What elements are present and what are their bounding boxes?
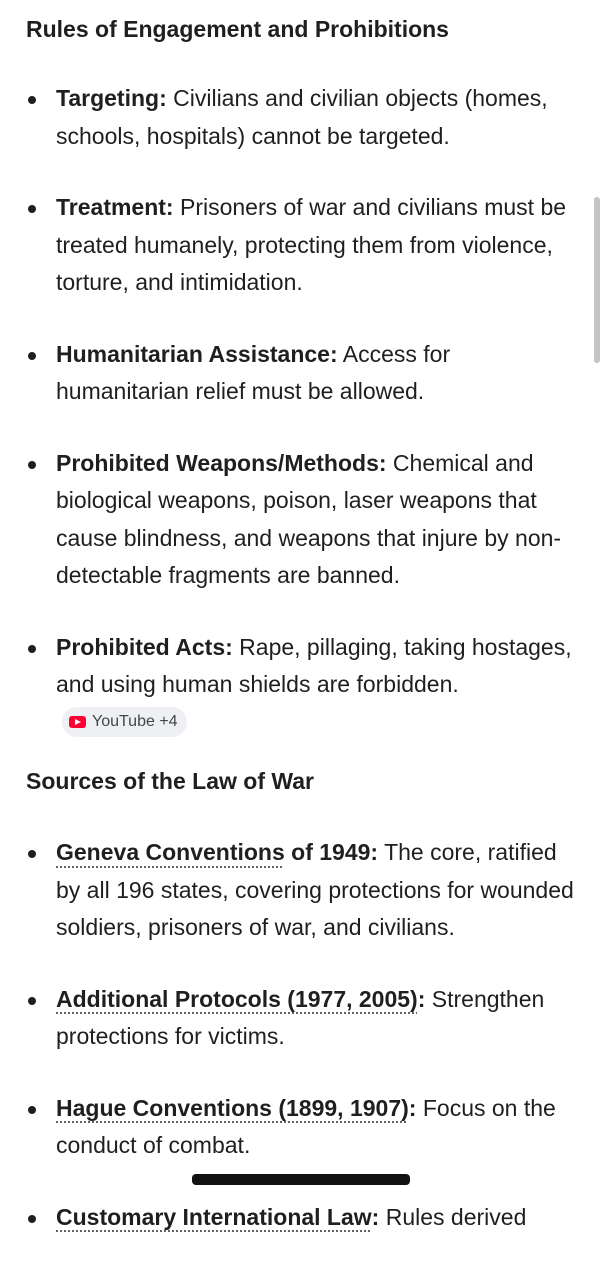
answer-content bbox=[26, 8, 574, 1230]
item-text: Civilians and civilian objects (homes, schools, hospitals) cannot be targeted. bbox=[56, 85, 548, 149]
bullet-dot bbox=[28, 205, 36, 213]
list-item-prohibited-acts bbox=[26, 629, 574, 742]
list-item-prohibited-weapons bbox=[26, 445, 574, 595]
link-customary-international-law[interactable]: Customary International Law bbox=[56, 1203, 372, 1230]
bullet-dot bbox=[28, 850, 36, 858]
item-text: Prisoners of war and civilians must be treated humanely, protecting them from violence, torture, and intimidation. bbox=[56, 194, 567, 295]
list-item-customary-law bbox=[26, 1199, 574, 1237]
source-chip-label: YouTube +4 bbox=[92, 712, 178, 730]
bullet-dot bbox=[28, 997, 36, 1005]
list-item-humanitarian-assistance bbox=[26, 336, 574, 411]
item-text: Rape, pillaging, taking hostages, and using human shields are forbidden. bbox=[56, 633, 572, 697]
item-term: : bbox=[371, 1203, 380, 1230]
item-text: Access for humanitarian relief must be allowed. bbox=[56, 340, 451, 404]
link-hague-conventions[interactable]: Hague Conventions (1899, 1907) bbox=[56, 1094, 409, 1121]
item-text: Chemical and biological weapons, poison, laser weapons that cause blindness, and weapons that injure by non-detectable fragments are banned. bbox=[56, 449, 562, 588]
bullet-dot bbox=[28, 461, 36, 469]
link-additional-protocols[interactable]: Additional Protocols (1977, 2005) bbox=[56, 985, 418, 1012]
sources-section bbox=[26, 764, 574, 1270]
bullet-dot bbox=[28, 645, 36, 653]
bullet-dot bbox=[28, 96, 36, 104]
item-text: Strengthen protections for victims. bbox=[56, 985, 545, 1049]
source-chip-youtube[interactable] bbox=[62, 707, 187, 737]
rules-list bbox=[26, 80, 574, 741]
bullet-dot bbox=[28, 1215, 36, 1223]
item-text: Focus on the conduct of combat. bbox=[56, 1094, 556, 1158]
item-term: : bbox=[408, 1094, 417, 1121]
item-term: Treatment: bbox=[56, 194, 174, 220]
item-term: : bbox=[417, 985, 426, 1012]
rules-section bbox=[26, 12, 574, 741]
section-heading-sources: Sources of the Law of War bbox=[26, 768, 314, 794]
bottom-overlay-bar bbox=[192, 1174, 410, 1185]
item-term: Prohibited Weapons/Methods: bbox=[56, 449, 387, 476]
list-item-geneva-conventions bbox=[26, 834, 574, 947]
list-item-treatment bbox=[26, 189, 574, 302]
bullet-dot bbox=[28, 352, 36, 360]
item-term: Humanitarian Assistance: bbox=[56, 340, 338, 367]
bullet-dot bbox=[28, 1106, 36, 1114]
item-text: The core, ratified by all 196 states, covering protections for wounded soldiers, prisoners of war, and civilians. bbox=[56, 839, 574, 940]
section-heading-rules: Rules of Engagement and Prohibitions bbox=[26, 16, 449, 42]
item-text: Rules derived bbox=[379, 1203, 527, 1230]
list-item-additional-protocols bbox=[26, 981, 574, 1056]
list-item-targeting bbox=[26, 80, 574, 155]
list-item-hague-conventions bbox=[26, 1090, 574, 1165]
youtube-icon bbox=[69, 716, 86, 728]
item-term: Prohibited Acts: bbox=[56, 633, 233, 660]
scrollbar-thumb[interactable] bbox=[594, 197, 600, 363]
item-term: of 1949: bbox=[284, 839, 379, 865]
item-term: Targeting: bbox=[56, 85, 167, 111]
link-geneva-conventions[interactable]: Geneva Conventions bbox=[56, 839, 285, 865]
